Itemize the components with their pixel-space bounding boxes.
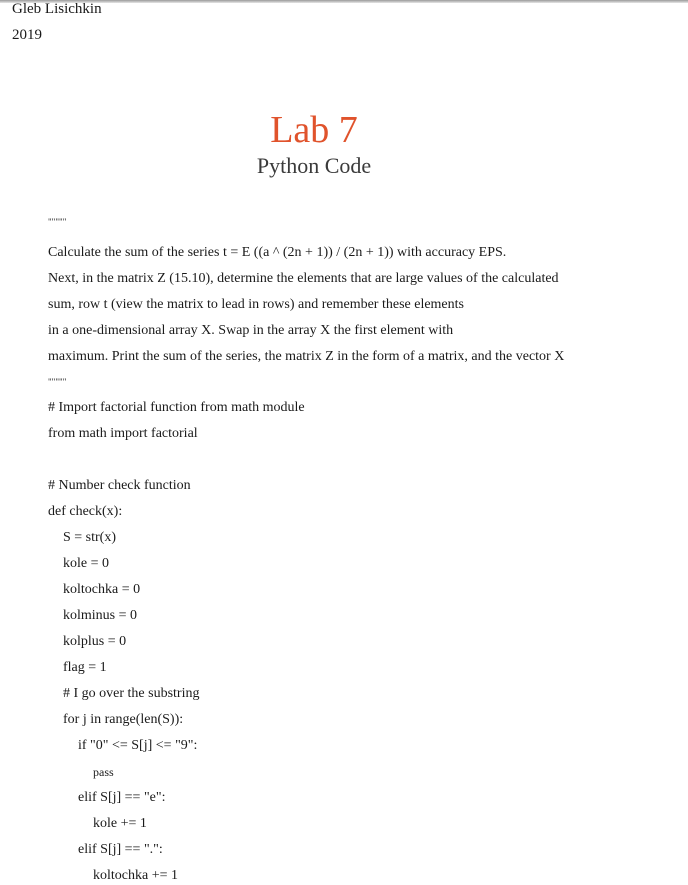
code-line: Calculate the sum of the series t = E ((a ^ (2n + 1)) / (2n + 1)) with accuracy EPS. [48, 245, 507, 260]
code-line: kolminus = 0 [63, 608, 138, 623]
code-line: elif S[j] == ".": [78, 842, 163, 857]
code-line: kole = 0 [63, 556, 109, 571]
code-line: maximum. Print the sum of the series, the matrix Z in the form of a matrix, and the vector X [48, 349, 565, 364]
code-line: # I go over the substring [63, 686, 200, 701]
code-line: # Number check function [48, 478, 191, 493]
author-name: Gleb Lisichkin [12, 1, 102, 17]
code-line: S = str(x) [63, 530, 117, 545]
year: 2019 [12, 27, 42, 43]
code-line: flag = 1 [63, 660, 107, 675]
code-line: if "0" <= S[j] <= "9": [78, 738, 198, 753]
code-line: kole += 1 [93, 816, 147, 831]
code-line: for j in range(len(S)): [63, 712, 184, 727]
code-line: koltochka += 1 [93, 868, 178, 883]
document-title: Lab 7 [270, 109, 358, 151]
code-line: elif S[j] == "e": [78, 790, 166, 805]
code-line: in a one-dimensional array X. Swap in the array X the first element with [48, 323, 454, 338]
code-line: """"" [48, 377, 67, 387]
code-line: Next, in the matrix Z (15.10), determine the elements that are large values of the calculated [48, 271, 559, 286]
code-line: from math import factorial [48, 426, 198, 441]
code-line: pass [93, 765, 114, 779]
code-line: # Import factorial function from math module [48, 400, 305, 415]
top-shadow-bar [0, 0, 688, 3]
code-line: def check(x): [48, 504, 123, 519]
code-line: koltochka = 0 [63, 582, 141, 597]
code-line: kolplus = 0 [63, 634, 127, 649]
document-subtitle: Python Code [256, 153, 372, 178]
code-line: """"" [48, 217, 67, 227]
code-line: sum, row t (view the matrix to lead in rows) and remember these elements [48, 297, 464, 312]
